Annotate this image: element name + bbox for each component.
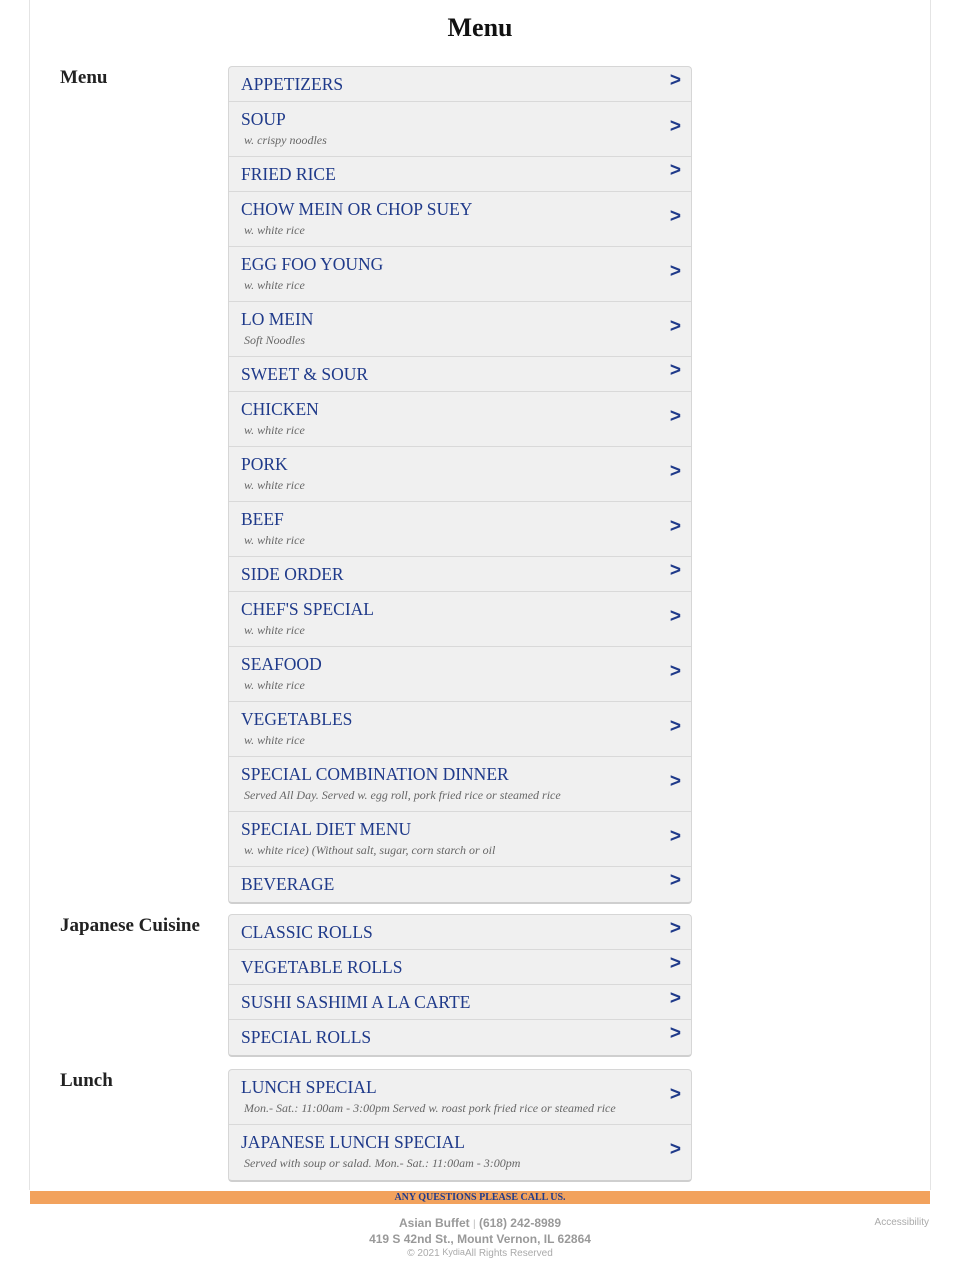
copyright-suffix: All Rights Reserved: [464, 1248, 553, 1259]
chevron-right-icon[interactable]: >: [669, 1084, 681, 1105]
category-item[interactable]: [229, 915, 691, 950]
category-item[interactable]: [229, 102, 691, 157]
category-description: w. crispy noodles: [244, 133, 327, 147]
category-item[interactable]: [229, 647, 691, 702]
category-name[interactable]: CHOW MEIN OR CHOP SUEY: [241, 199, 473, 219]
category-description: w. white rice: [244, 478, 305, 492]
category-description: w. white rice: [244, 533, 305, 547]
category-item[interactable]: [229, 502, 691, 557]
category-item[interactable]: [229, 950, 691, 985]
category-item[interactable]: [229, 392, 691, 447]
category-description: Soft Noodles: [244, 333, 306, 347]
category-description: w. white rice: [244, 423, 305, 437]
menu-category-list: [228, 66, 692, 904]
category-item[interactable]: [229, 67, 691, 102]
category-item[interactable]: [229, 247, 691, 302]
chevron-right-icon[interactable]: >: [669, 360, 681, 381]
section-title-lunch: Lunch: [60, 1070, 113, 1091]
phone-link[interactable]: (618) 242-8989: [478, 1216, 562, 1230]
category-name[interactable]: SPECIAL DIET MENU: [241, 819, 412, 839]
category-description: w. white rice: [244, 678, 305, 692]
category-name[interactable]: SEAFOOD: [241, 654, 322, 674]
chevron-right-icon[interactable]: >: [669, 716, 681, 737]
category-name[interactable]: SUSHI SASHIMI A LA CARTE: [241, 992, 471, 1012]
category-name[interactable]: VEGETABLES: [241, 709, 353, 729]
copyright-year: © 2021: [407, 1248, 440, 1259]
chevron-right-icon[interactable]: >: [669, 70, 681, 91]
category-description: Served All Day. Served w. egg roll, pork fried rice or steamed rice: [244, 788, 561, 802]
chevron-right-icon[interactable]: >: [669, 1023, 681, 1044]
category-item[interactable]: [229, 702, 691, 757]
chevron-right-icon[interactable]: >: [669, 406, 681, 427]
chevron-right-icon[interactable]: >: [669, 1139, 681, 1160]
business-name: Asian Buffet: [398, 1216, 470, 1230]
chevron-right-icon[interactable]: >: [669, 316, 681, 337]
chevron-right-icon[interactable]: >: [669, 953, 681, 974]
footer-separator: |: [473, 1219, 476, 1230]
category-item[interactable]: [229, 192, 691, 247]
category-name[interactable]: CHEF'S SPECIAL: [241, 599, 374, 619]
category-item[interactable]: [229, 867, 691, 902]
chevron-right-icon[interactable]: >: [669, 661, 681, 682]
category-name[interactable]: VEGETABLE ROLLS: [241, 957, 403, 977]
chevron-right-icon[interactable]: >: [669, 826, 681, 847]
chevron-right-icon[interactable]: >: [669, 918, 681, 939]
accessibility-link[interactable]: Accessibility: [874, 1217, 929, 1228]
category-item[interactable]: [229, 1070, 691, 1125]
category-name[interactable]: FRIED RICE: [241, 164, 336, 184]
chevron-right-icon[interactable]: >: [669, 560, 681, 581]
chevron-right-icon[interactable]: >: [669, 160, 681, 181]
category-description: w. white rice: [244, 623, 305, 637]
category-name[interactable]: APPETIZERS: [241, 74, 344, 94]
category-item[interactable]: [229, 302, 691, 357]
category-description: w. white rice: [244, 733, 305, 747]
footer-contact: [0, 1216, 960, 1246]
chevron-right-icon[interactable]: >: [669, 461, 681, 482]
chevron-right-icon[interactable]: >: [669, 988, 681, 1009]
kydia-link[interactable]: Kydia: [442, 1247, 465, 1257]
category-item[interactable]: [229, 447, 691, 502]
category-name[interactable]: CLASSIC ROLLS: [241, 922, 373, 942]
category-description: w. white rice) (Without salt, sugar, corn starch or oil: [244, 843, 496, 857]
category-description: Served with soup or salad. Mon.- Sat.: 11:00am - 3:00pm: [244, 1156, 521, 1170]
chevron-right-icon[interactable]: >: [669, 206, 681, 227]
category-description: w. white rice: [244, 223, 305, 237]
category-item[interactable]: [229, 1020, 691, 1055]
category-description: w. white rice: [244, 278, 305, 292]
category-item[interactable]: [229, 757, 691, 812]
category-name[interactable]: SPECIAL COMBINATION DINNER: [241, 764, 509, 784]
category-item[interactable]: [229, 557, 691, 592]
category-item[interactable]: [229, 985, 691, 1020]
chevron-right-icon[interactable]: >: [669, 771, 681, 792]
category-name[interactable]: CHICKEN: [241, 399, 319, 419]
category-description: Mon.- Sat.: 11:00am - 3:00pm Served w. roast pork fried rice or steamed rice: [244, 1101, 616, 1115]
category-item[interactable]: [229, 812, 691, 867]
page-title: Menu: [447, 13, 513, 42]
chevron-right-icon[interactable]: >: [669, 116, 681, 137]
category-name[interactable]: EGG FOO YOUNG: [241, 254, 384, 274]
lunch-category-list: [228, 1069, 692, 1182]
category-item[interactable]: [229, 357, 691, 392]
category-name[interactable]: BEVERAGE: [241, 874, 335, 894]
category-item[interactable]: [229, 1125, 691, 1180]
section-title-menu: Menu: [60, 67, 108, 88]
category-name[interactable]: LO MEIN: [241, 309, 314, 329]
category-item[interactable]: [229, 592, 691, 647]
category-name[interactable]: SOUP: [241, 109, 286, 129]
category-name[interactable]: SIDE ORDER: [241, 564, 344, 584]
section-title-japanese-cuisine: Japanese Cuisine: [60, 915, 200, 936]
category-name[interactable]: BEEF: [241, 509, 284, 529]
chevron-right-icon[interactable]: >: [669, 870, 681, 891]
call-us-banner: ANY QUESTIONS PLEASE CALL US.: [30, 1191, 930, 1204]
category-name[interactable]: SWEET & SOUR: [241, 364, 369, 384]
category-name[interactable]: LUNCH SPECIAL: [241, 1077, 377, 1097]
category-name[interactable]: PORK: [241, 454, 288, 474]
chevron-right-icon[interactable]: >: [669, 516, 681, 537]
copyright: [0, 1247, 960, 1259]
address-link[interactable]: 419 S 42nd St., Mount Vernon, IL 62864: [369, 1232, 591, 1246]
japanese-category-list: [228, 914, 692, 1057]
chevron-right-icon[interactable]: >: [669, 606, 681, 627]
category-name[interactable]: JAPANESE LUNCH SPECIAL: [241, 1132, 465, 1152]
category-item[interactable]: [229, 157, 691, 192]
chevron-right-icon[interactable]: >: [669, 261, 681, 282]
category-name[interactable]: SPECIAL ROLLS: [241, 1027, 372, 1047]
